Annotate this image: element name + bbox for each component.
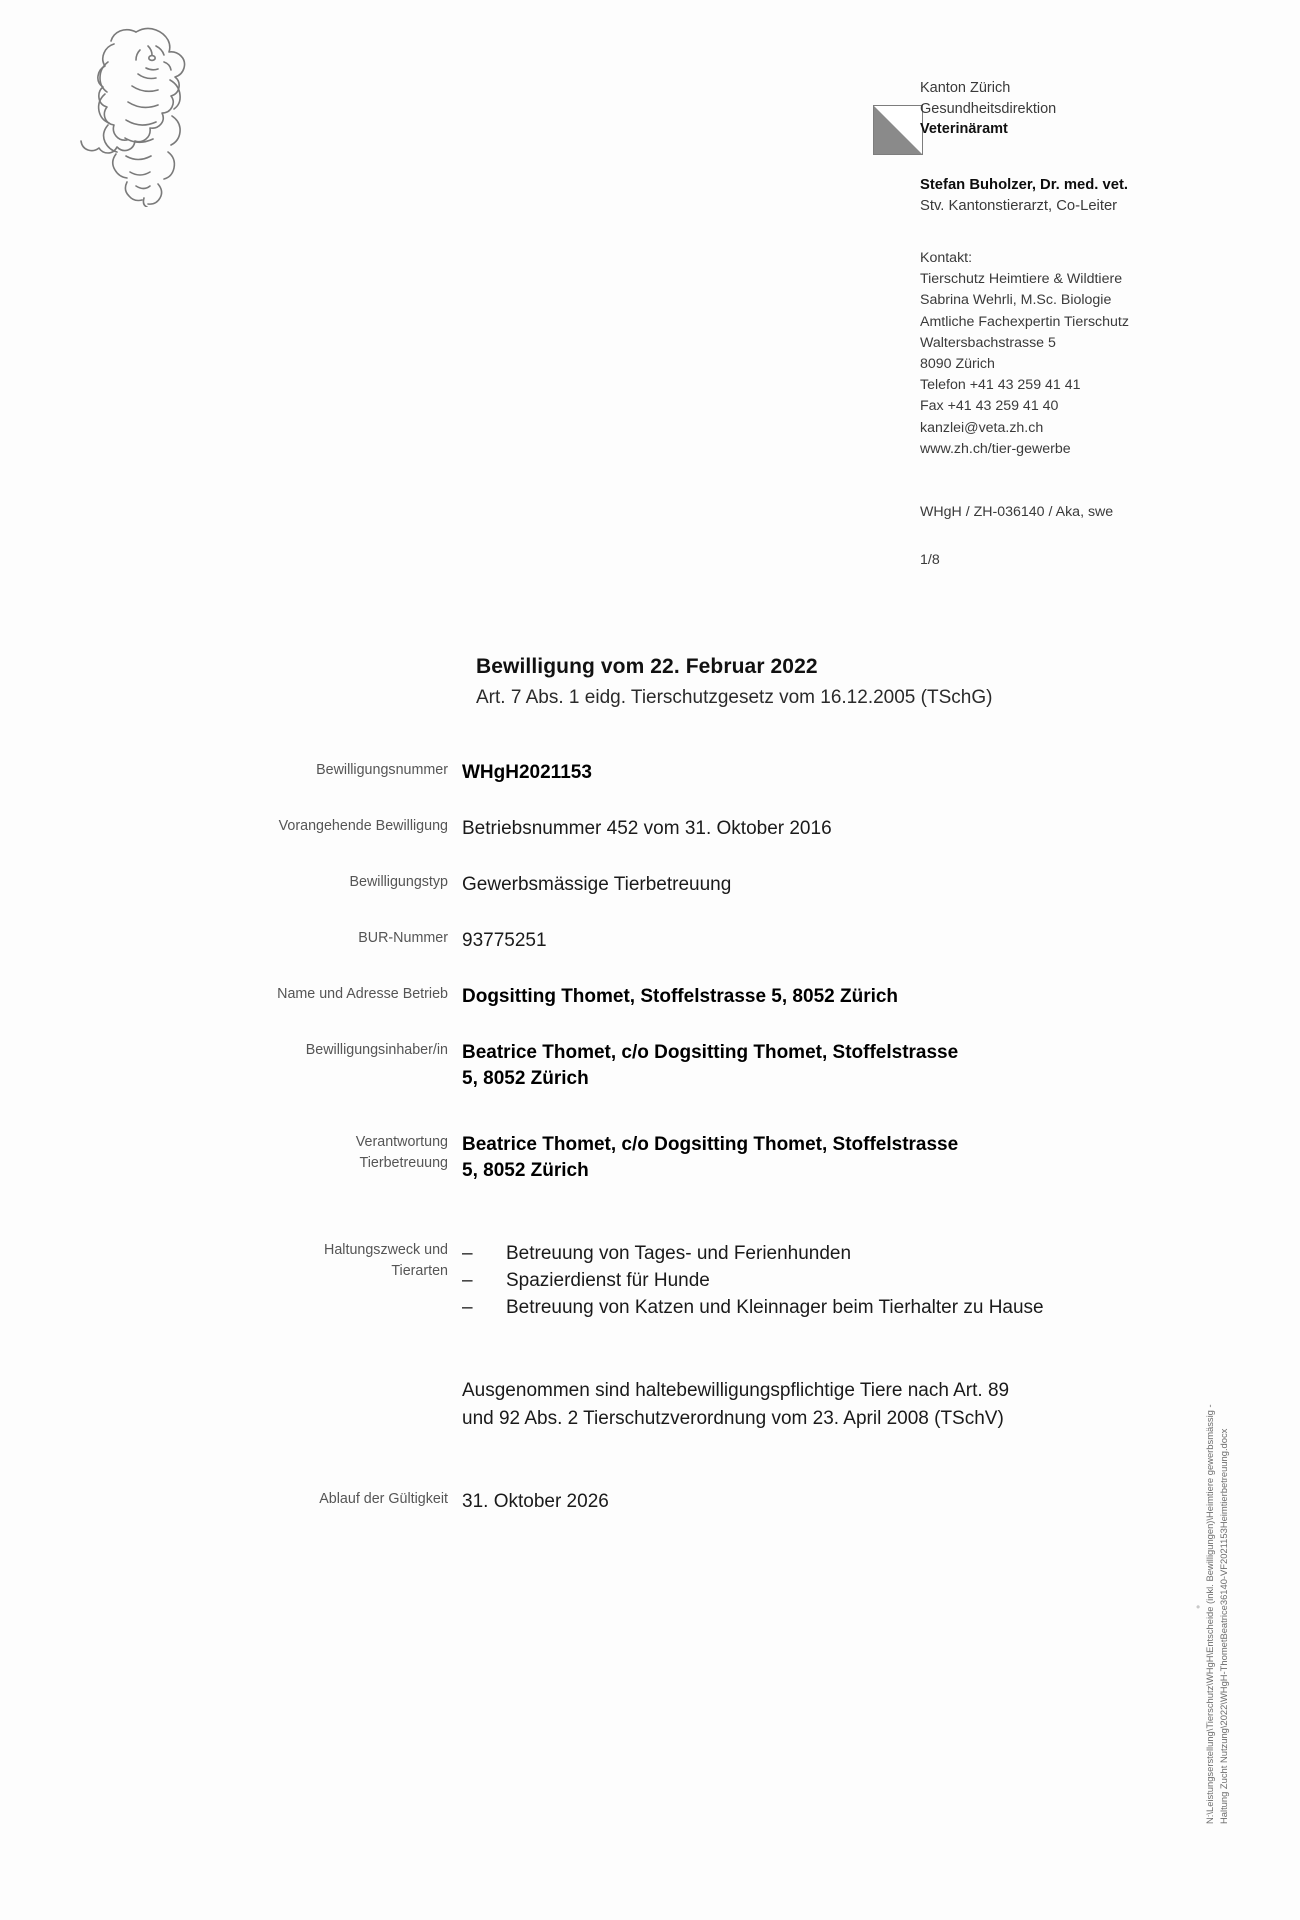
value-responsibility	[462, 1132, 1300, 1184]
page-title: Bewilligung vom 22. Februar 2022	[476, 655, 818, 678]
label-permit-holder: Bewilligungsinhaber/in	[305, 1042, 448, 1058]
bullet-marker-icon: –	[462, 1270, 473, 1291]
value-permit-number: WHgH2021153	[462, 762, 592, 783]
exemption-note-line2: und 92 Abs. 2 Tierschutzverordnung vom 23. April 2008 (TSchV)	[462, 1408, 1004, 1429]
list-item-text: Betreuung von Katzen und Kleinnager beim Tierhalter zu Hause	[506, 1297, 1044, 1318]
label-purpose-species	[0, 1240, 462, 1282]
field-row-business-name	[0, 984, 1300, 1010]
list-item-text: Betreuung von Tages- und Ferienhunden	[506, 1243, 852, 1264]
row-gap	[0, 1010, 1300, 1040]
field-row-permit-type	[0, 872, 1300, 898]
label-previous-permit: Vorangehende Bewilligung	[278, 818, 448, 834]
label-purpose-line2: Tierarten	[391, 1263, 448, 1279]
row-gap	[0, 842, 1300, 872]
authority-header	[920, 78, 1250, 140]
value-business-name: Dogsitting Thomet, Stoffelstrasse 5, 8052 Zürich	[462, 986, 899, 1007]
value-previous-permit: Betriebsnummer 452 vom 31. Oktober 2016	[462, 818, 832, 839]
purpose-species-list	[462, 1240, 1300, 1321]
contact-email: kanzlei@veta.zh.ch	[920, 419, 1044, 436]
contact-line-1: Sabrina Wehrli, M.Sc. Biologie	[920, 292, 1112, 309]
field-row-previous-permit	[0, 816, 1300, 842]
list-item	[462, 1294, 1300, 1321]
field-row-bur-number	[0, 928, 1300, 954]
value-bur-number: 93775251	[462, 930, 547, 951]
field-row-exemption-note	[0, 1377, 1300, 1433]
label-responsibility-line1: Verantwortung	[355, 1134, 448, 1150]
field-row-purpose-species	[0, 1240, 1300, 1321]
page-number: 1/8	[920, 552, 940, 568]
directorate-label: Gesundheitsdirektion	[920, 100, 1057, 117]
label-responsibility-line2: Tierbetreuung	[359, 1155, 448, 1171]
list-item	[462, 1240, 1300, 1267]
row-gap	[0, 786, 1300, 816]
row-gap	[0, 1092, 1300, 1132]
field-row-responsibility	[0, 1132, 1300, 1184]
field-row-permit-holder	[0, 1040, 1300, 1092]
canton-label: Kanton Zürich	[920, 80, 1011, 96]
contact-heading: Kontakt:	[920, 250, 973, 266]
row-gap	[0, 1433, 1300, 1489]
person-name: Stefan Buholzer, Dr. med. vet.	[920, 177, 1129, 193]
footer-file-path-line2: Haltung Zucht Nutzung\2022\WHgH-ThometBeatrice36140-VF2021153Heimtierbetreuung.docx	[1217, 1428, 1229, 1824]
contact-city: 8090 Zürich	[920, 356, 995, 373]
value-permit-holder-line1: Beatrice Thomet, c/o Dogsitting Thomet, Stoffelstrasse	[462, 1042, 959, 1063]
footer-file-path-line1: N:\Leistungserstellung\Tierschutz\WHgH\Entscheide (inkl. Bewilligungen)\Heimtiere gewerbsmässig -	[1204, 1404, 1215, 1824]
footer-file-path	[1204, 1144, 1264, 1824]
zurich-coat-of-arms-icon	[78, 22, 208, 207]
row-gap	[0, 954, 1300, 984]
row-gap	[0, 898, 1300, 928]
fields-table	[0, 760, 1300, 1515]
label-bur-number: BUR-Nummer	[358, 930, 448, 946]
reference-code: WHgH / ZH-036140 / Aka, swe	[920, 504, 1114, 520]
veterinaeramt-logo-icon	[873, 105, 923, 155]
contact-street: Waltersbachstrasse 5	[920, 334, 1056, 351]
value-responsibility-line2: 5, 8052 Zürich	[462, 1160, 589, 1181]
value-validity-expiry: 31. Oktober 2026	[462, 1491, 609, 1512]
list-item-text: Spazierdienst für Hunde	[506, 1270, 710, 1291]
value-permit-holder-line2: 5, 8052 Zürich	[462, 1068, 589, 1089]
bullet-marker-icon: –	[462, 1297, 473, 1318]
field-row-permit-number	[0, 760, 1300, 786]
contact-phone: Telefon +41 43 259 41 41	[920, 377, 1081, 394]
row-gap	[0, 1321, 1300, 1377]
contact-person	[920, 175, 1260, 217]
label-validity-expiry: Ablauf der Gültigkeit	[319, 1491, 448, 1507]
list-item	[462, 1267, 1300, 1294]
row-gap	[0, 1184, 1300, 1240]
label-business-name: Name und Adresse Betrieb	[277, 986, 448, 1002]
contact-fax: Fax +41 43 259 41 40	[920, 398, 1059, 415]
value-permit-holder	[462, 1040, 1300, 1092]
exemption-note-line1: Ausgenommen sind haltebewilligungspflichtige Tiere nach Art. 89	[462, 1380, 1010, 1401]
label-responsibility	[0, 1132, 462, 1174]
value-responsibility-line1: Beatrice Thomet, c/o Dogsitting Thomet, Stoffelstrasse	[462, 1134, 959, 1155]
contact-line-0: Tierschutz Heimtiere & Wildtiere	[920, 271, 1123, 288]
value-permit-type: Gewerbsmässige Tierbetreuung	[462, 874, 732, 895]
label-permit-number: Bewilligungsnummer	[316, 762, 448, 778]
scan-artifact: •	[1196, 1600, 1201, 1614]
field-row-validity-expiry	[0, 1489, 1300, 1515]
contact-details	[920, 248, 1260, 460]
exemption-note	[462, 1377, 1009, 1433]
person-role: Stv. Kantonstierarzt, Co-Leiter	[920, 198, 1118, 214]
contact-line-2: Amtliche Fachexpertin Tierschutz	[920, 313, 1129, 330]
office-label: Veterinäramt	[920, 121, 1008, 137]
contact-website: www.zh.ch/tier-gewerbe	[920, 440, 1071, 457]
label-permit-type: Bewilligungstyp	[349, 874, 448, 890]
bullet-marker-icon: –	[462, 1243, 473, 1264]
label-purpose-line1: Haltungszweck und	[324, 1242, 448, 1258]
page-subtitle: Art. 7 Abs. 1 eidg. Tierschutzgesetz vom 16.12.2005 (TSchG)	[476, 687, 993, 708]
